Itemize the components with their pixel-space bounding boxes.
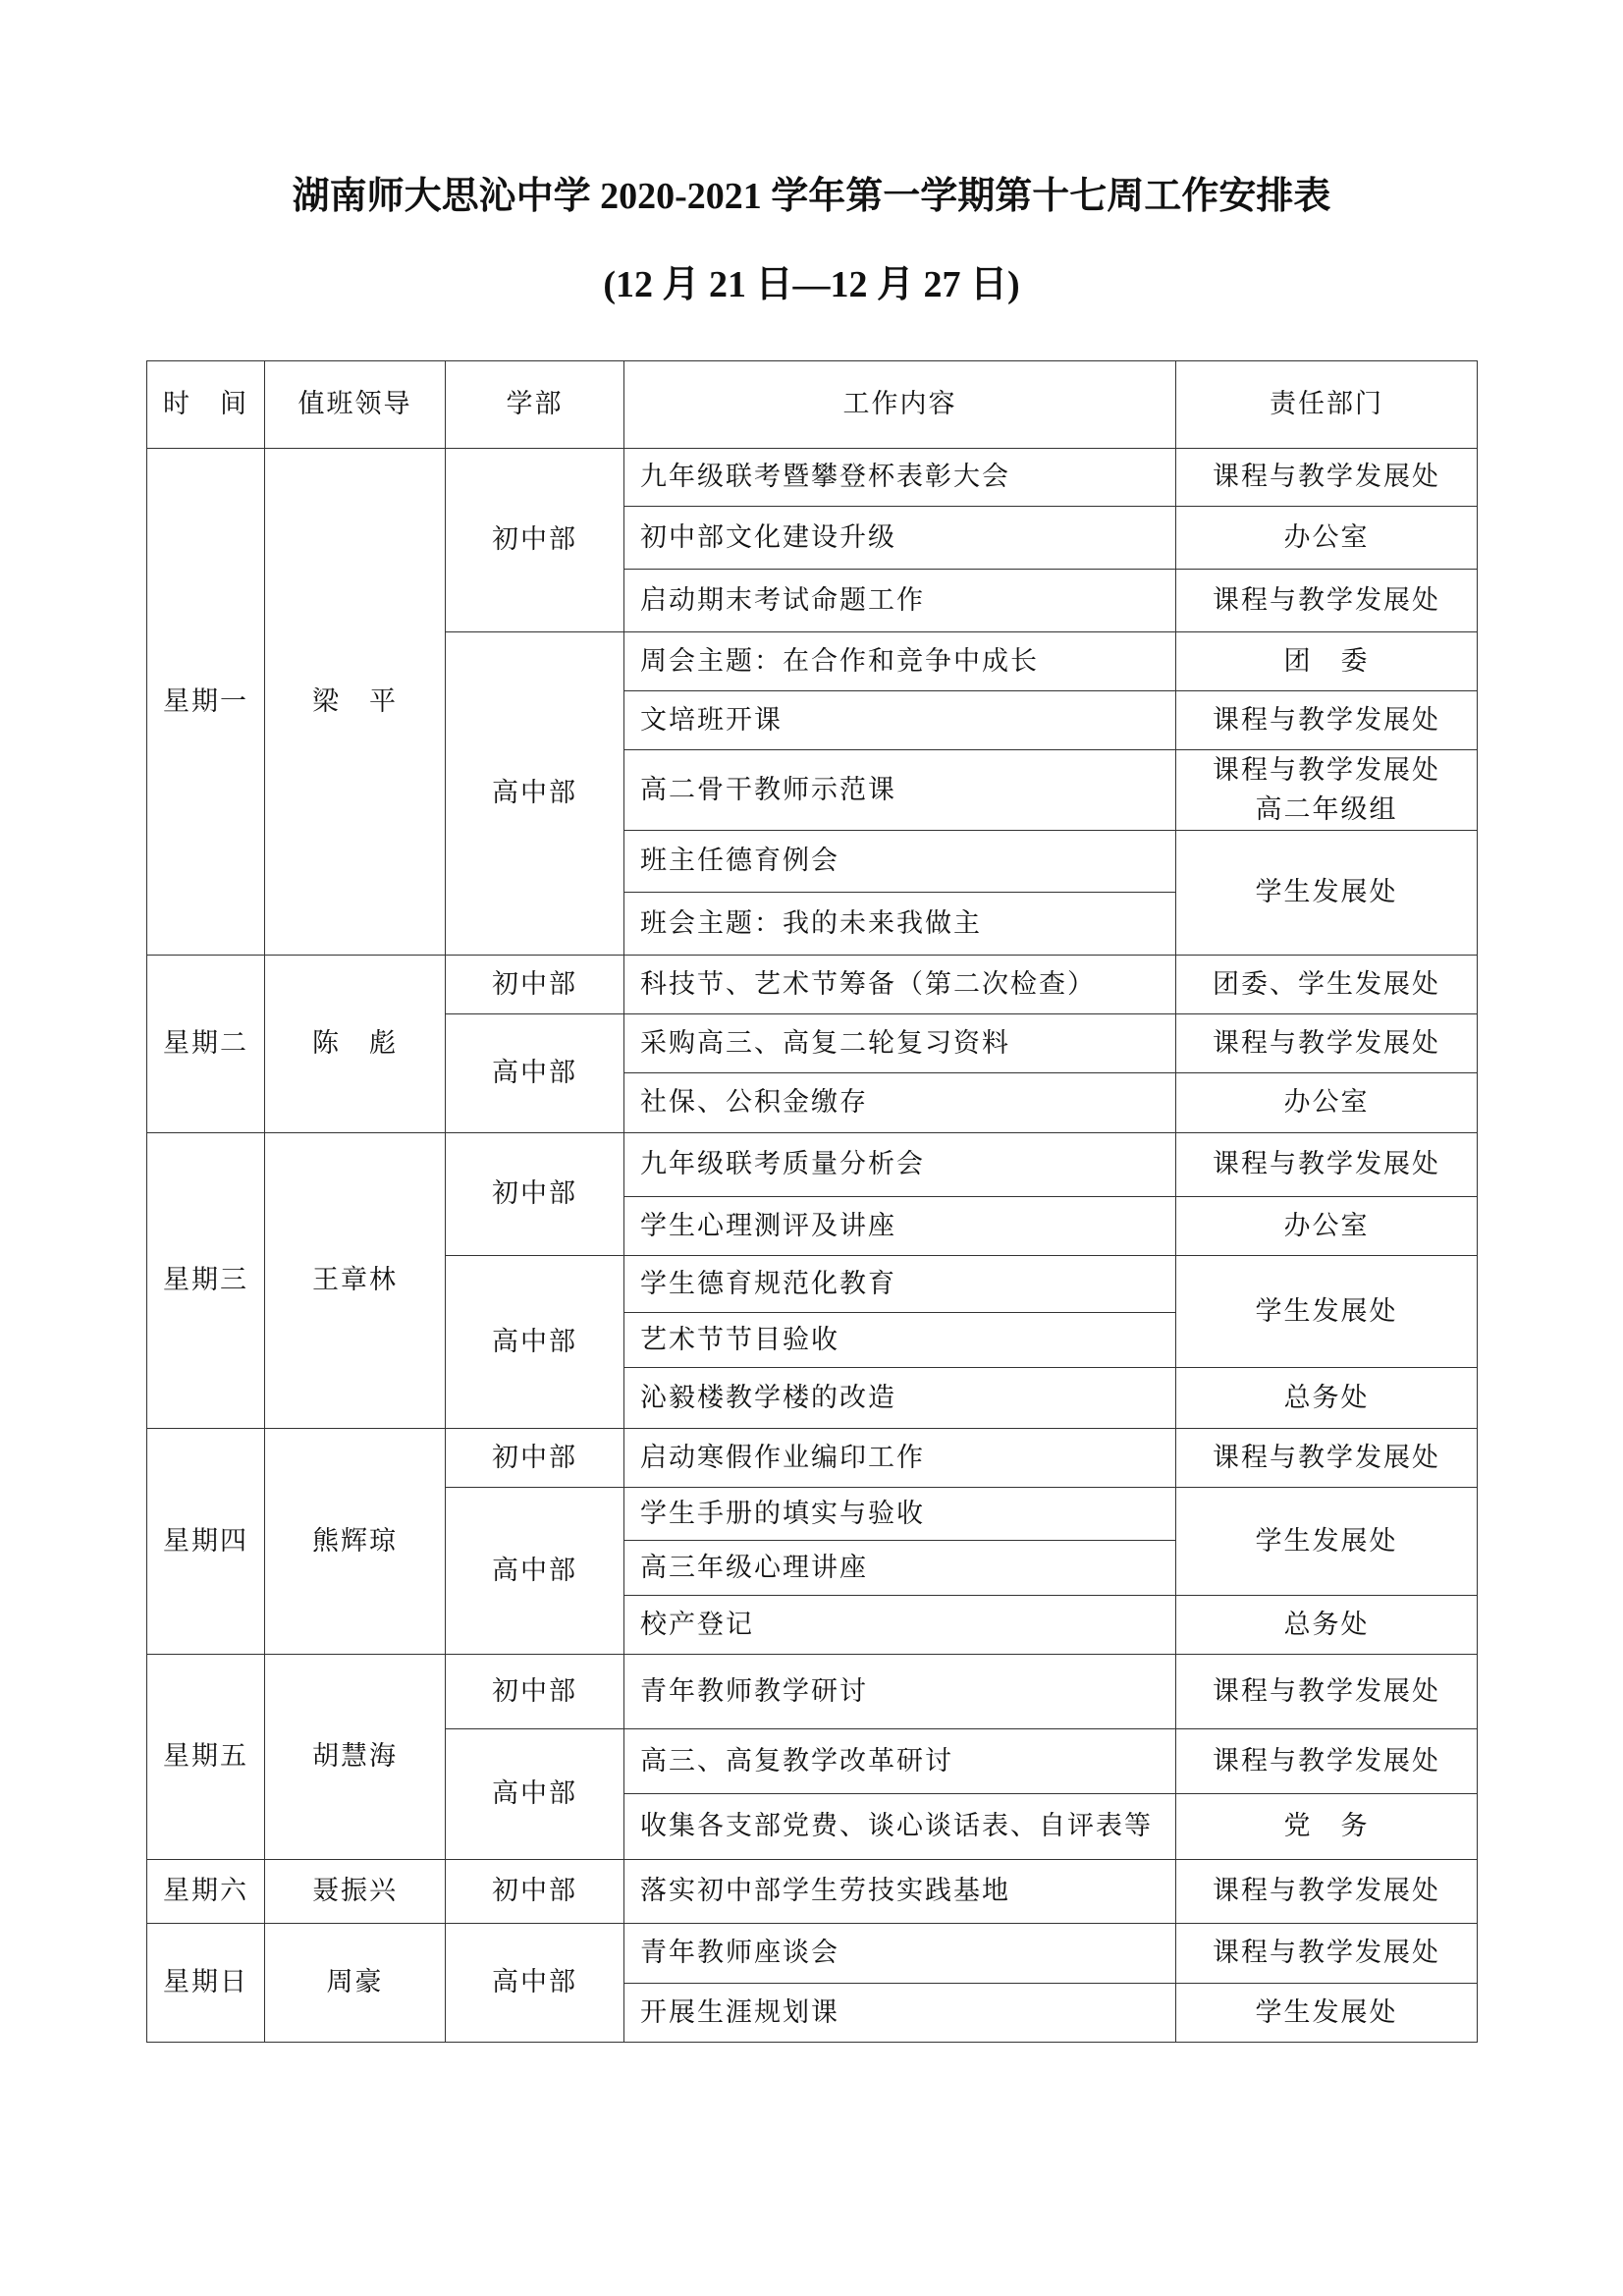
dept-cell: 课程与教学发展处 <box>1176 570 1478 632</box>
dept-cell: 学生发展处 <box>1176 1256 1478 1368</box>
table-row <box>147 1860 1478 1924</box>
day-cell: 星期六 <box>147 1860 265 1924</box>
dept-cell: 办公室 <box>1176 1073 1478 1133</box>
table-row <box>147 449 1478 507</box>
content-cell: 班主任德育例会 <box>624 831 1176 893</box>
section-cell: 初中部 <box>446 1655 624 1729</box>
content-cell: 沁毅楼教学楼的改造 <box>624 1368 1176 1429</box>
table-row <box>147 1924 1478 1984</box>
content-cell: 学生德育规范化教育 <box>624 1256 1176 1313</box>
dept-cell: 团委、学生发展处 <box>1176 956 1478 1014</box>
content-cell: 启动期末考试命题工作 <box>624 570 1176 632</box>
dept-cell: 课程与教学发展处 <box>1176 691 1478 750</box>
content-cell: 九年级联考质量分析会 <box>624 1133 1176 1197</box>
section-cell: 高中部 <box>446 1014 624 1133</box>
section-cell: 高中部 <box>446 632 624 956</box>
section-cell: 高中部 <box>446 1256 624 1429</box>
section-cell: 高中部 <box>446 1488 624 1655</box>
dept-cell: 总务处 <box>1176 1596 1478 1655</box>
content-cell: 学生手册的填实与验收 <box>624 1488 1176 1541</box>
content-cell: 落实初中部学生劳技实践基地 <box>624 1860 1176 1924</box>
day-cell: 星期五 <box>147 1655 265 1860</box>
dept-line: 高二年级组 <box>1255 793 1398 825</box>
content-cell: 周会主题：在合作和竞争中成长 <box>624 632 1176 691</box>
header-dept: 责任部门 <box>1176 361 1478 449</box>
schedule-table <box>146 360 1478 2043</box>
content-cell: 校产登记 <box>624 1596 1176 1655</box>
page-title: 湖南师大思沁中学 2020-2021 学年第一学期第十七周工作安排表 <box>292 176 1331 217</box>
page-subtitle: (12 月 21 日—12 月 27 日) <box>603 264 1020 305</box>
leader-cell: 聂振兴 <box>265 1860 446 1924</box>
dept-cell: 办公室 <box>1176 1197 1478 1256</box>
content-cell: 班会主题：我的未来我做主 <box>624 893 1176 956</box>
table-row <box>147 1655 1478 1729</box>
header-section: 学部 <box>446 361 624 449</box>
content-cell: 采购高三、高复二轮复习资料 <box>624 1014 1176 1073</box>
header-row <box>147 361 1478 449</box>
dept-cell <box>1176 750 1478 831</box>
dept-cell: 办公室 <box>1176 507 1478 570</box>
day-cell: 星期三 <box>147 1133 265 1429</box>
content-cell: 收集各支部党费、谈心谈话表、自评表等 <box>624 1794 1176 1860</box>
content-cell: 启动寒假作业编印工作 <box>624 1429 1176 1488</box>
header-content: 工作内容 <box>624 361 1176 449</box>
dept-cell: 总务处 <box>1176 1368 1478 1429</box>
section-cell: 初中部 <box>446 1133 624 1256</box>
dept-cell: 课程与教学发展处 <box>1176 1729 1478 1794</box>
content-cell: 青年教师教学研讨 <box>624 1655 1176 1729</box>
dept-cell: 党 务 <box>1176 1794 1478 1860</box>
header-leader: 值班领导 <box>265 361 446 449</box>
leader-cell: 陈 彪 <box>265 956 446 1133</box>
leader-cell: 胡慧海 <box>265 1655 446 1860</box>
dept-cell: 课程与教学发展处 <box>1176 1655 1478 1729</box>
day-cell: 星期日 <box>147 1924 265 2043</box>
table-row <box>147 956 1478 1014</box>
content-cell: 艺术节节目验收 <box>624 1313 1176 1368</box>
dept-cell: 课程与教学发展处 <box>1176 1014 1478 1073</box>
section-cell: 初中部 <box>446 1860 624 1924</box>
content-cell: 社保、公积金缴存 <box>624 1073 1176 1133</box>
section-cell: 高中部 <box>446 1924 624 2043</box>
section-cell: 初中部 <box>446 449 624 632</box>
leader-cell: 梁 平 <box>265 449 446 956</box>
dept-cell: 团 委 <box>1176 632 1478 691</box>
header-time: 时 间 <box>147 361 265 449</box>
dept-cell: 学生发展处 <box>1176 1984 1478 2043</box>
section-cell: 初中部 <box>446 1429 624 1488</box>
dept-cell: 课程与教学发展处 <box>1176 449 1478 507</box>
content-cell: 文培班开课 <box>624 691 1176 750</box>
table-row <box>147 1429 1478 1488</box>
table-row <box>147 1133 1478 1197</box>
section-cell: 初中部 <box>446 956 624 1014</box>
content-cell: 青年教师座谈会 <box>624 1924 1176 1984</box>
content-cell: 九年级联考暨攀登杯表彰大会 <box>624 449 1176 507</box>
content-cell: 高二骨干教师示范课 <box>624 750 1176 831</box>
dept-cell: 学生发展处 <box>1176 831 1478 956</box>
leader-cell: 周豪 <box>265 1924 446 2043</box>
dept-cell: 课程与教学发展处 <box>1176 1133 1478 1197</box>
day-cell: 星期一 <box>147 449 265 956</box>
dept-line: 课程与教学发展处 <box>1213 754 1440 786</box>
dept-cell: 课程与教学发展处 <box>1176 1429 1478 1488</box>
day-cell: 星期二 <box>147 956 265 1133</box>
content-cell: 初中部文化建设升级 <box>624 507 1176 570</box>
content-cell: 高三年级心理讲座 <box>624 1541 1176 1596</box>
dept-cell: 课程与教学发展处 <box>1176 1924 1478 1984</box>
day-cell: 星期四 <box>147 1429 265 1655</box>
content-cell: 开展生涯规划课 <box>624 1984 1176 2043</box>
content-cell: 高三、高复教学改革研讨 <box>624 1729 1176 1794</box>
leader-cell: 熊辉琼 <box>265 1429 446 1655</box>
content-cell: 学生心理测评及讲座 <box>624 1197 1176 1256</box>
leader-cell: 王章林 <box>265 1133 446 1429</box>
dept-cell: 课程与教学发展处 <box>1176 1860 1478 1924</box>
section-cell: 高中部 <box>446 1729 624 1860</box>
dept-cell: 学生发展处 <box>1176 1488 1478 1596</box>
content-cell: 科技节、艺术节筹备（第二次检查） <box>624 956 1176 1014</box>
